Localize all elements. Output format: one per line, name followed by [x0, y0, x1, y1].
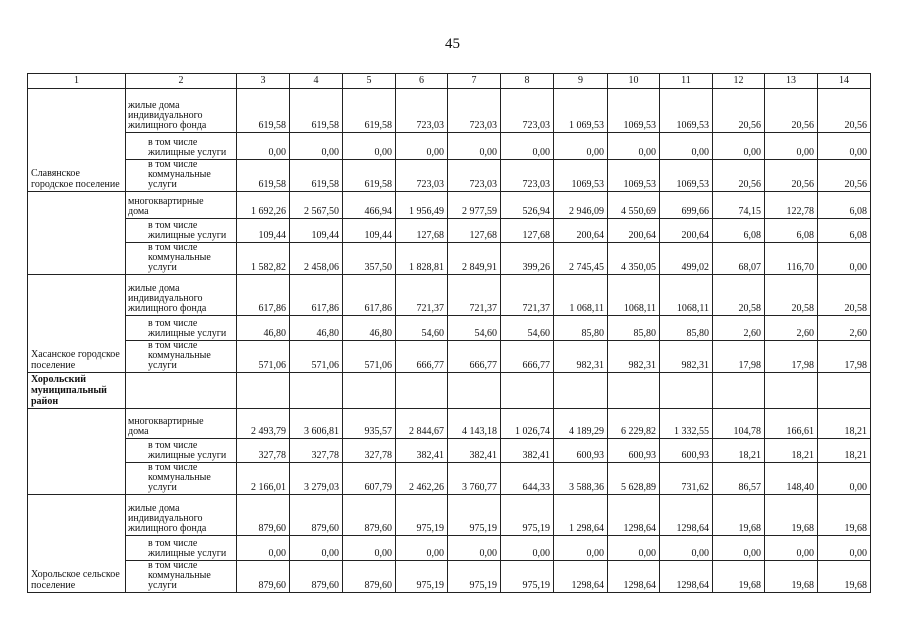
value-cell: 879,60 — [290, 561, 343, 593]
table-row — [28, 243, 871, 275]
value-cell: 5 628,89 — [608, 463, 660, 495]
value-cell: 19,68 — [818, 561, 871, 593]
value-cell: 166,61 — [765, 409, 818, 439]
value-cell: 975,19 — [501, 495, 554, 536]
value-cell: 879,60 — [343, 561, 396, 593]
value-cell: 200,64 — [554, 219, 608, 243]
value-cell: 1069,53 — [554, 160, 608, 192]
value-cell: 600,93 — [608, 439, 660, 463]
row-label: в том числе жилищные услуги — [126, 439, 237, 463]
table-row — [28, 160, 871, 192]
value-cell: 54,60 — [396, 316, 448, 341]
column-header-1: 1 — [28, 74, 126, 89]
value-cell: 879,60 — [290, 495, 343, 536]
value-cell: 723,03 — [501, 160, 554, 192]
value-cell: 19,68 — [818, 495, 871, 536]
table-row — [28, 341, 871, 373]
value-cell: 0,00 — [237, 133, 290, 160]
value-cell: 935,57 — [343, 409, 396, 439]
value-cell: 0,00 — [396, 536, 448, 561]
value-cell: 2 462,26 — [396, 463, 448, 495]
row-label: в том числе коммунальные услуги — [126, 561, 237, 593]
value-cell: 0,00 — [396, 133, 448, 160]
value-cell: 1298,64 — [660, 561, 713, 593]
row-label: жилые дома индивидуального жилищного фонда — [126, 495, 237, 536]
value-cell: 723,03 — [396, 89, 448, 133]
value-cell: 0,00 — [818, 133, 871, 160]
value-cell: 46,80 — [237, 316, 290, 341]
value-cell: 1069,53 — [660, 160, 713, 192]
value-cell: 17,98 — [713, 341, 765, 373]
value-cell: 571,06 — [237, 341, 290, 373]
value-cell: 18,21 — [818, 409, 871, 439]
value-cell: 666,77 — [448, 341, 501, 373]
column-header-3: 3 — [237, 74, 290, 89]
page-number: 45 — [445, 36, 460, 52]
value-cell: 2 745,45 — [554, 243, 608, 275]
column-header-6: 6 — [396, 74, 448, 89]
value-cell: 571,06 — [290, 341, 343, 373]
value-cell — [765, 373, 818, 409]
table-row — [28, 133, 871, 160]
value-cell: 4 550,69 — [608, 192, 660, 219]
table-row — [28, 561, 871, 593]
value-cell: 3 760,77 — [448, 463, 501, 495]
value-cell: 0,00 — [448, 133, 501, 160]
value-cell — [501, 373, 554, 409]
value-cell: 54,60 — [501, 316, 554, 341]
value-cell — [237, 373, 290, 409]
row-label: в том числе жилищные услуги — [126, 536, 237, 561]
row-label: в том числе коммунальные услуги — [126, 243, 237, 275]
row-label: жилые дома индивидуального жилищного фонда — [126, 89, 237, 133]
value-cell: 109,44 — [343, 219, 396, 243]
table-row — [28, 275, 871, 316]
value-cell: 18,21 — [713, 439, 765, 463]
value-cell — [713, 373, 765, 409]
value-cell: 0,00 — [713, 133, 765, 160]
value-cell: 0,00 — [290, 536, 343, 561]
column-header-10: 10 — [608, 74, 660, 89]
value-cell: 1298,64 — [660, 495, 713, 536]
value-cell — [818, 373, 871, 409]
value-cell: 127,68 — [501, 219, 554, 243]
value-cell: 619,58 — [290, 160, 343, 192]
value-cell: 85,80 — [660, 316, 713, 341]
value-cell: 0,00 — [501, 536, 554, 561]
value-cell: 1068,11 — [608, 275, 660, 316]
column-header-7: 7 — [448, 74, 501, 89]
value-cell: 1 069,53 — [554, 89, 608, 133]
column-header-5: 5 — [343, 74, 396, 89]
value-cell — [554, 373, 608, 409]
value-cell: 6,08 — [818, 219, 871, 243]
value-cell: 0,00 — [765, 536, 818, 561]
value-cell: 0,00 — [608, 133, 660, 160]
settlement-name: Хорольское сельское поселение — [28, 495, 126, 593]
value-cell — [448, 373, 501, 409]
value-cell: 6 229,82 — [608, 409, 660, 439]
value-cell: 0,00 — [765, 133, 818, 160]
tariff-table — [27, 73, 871, 593]
row-label: в том числе жилищные услуги — [126, 219, 237, 243]
value-cell: 200,64 — [608, 219, 660, 243]
column-header-2: 2 — [126, 74, 237, 89]
settlement-name — [28, 409, 126, 495]
value-cell: 327,78 — [290, 439, 343, 463]
value-cell: 46,80 — [290, 316, 343, 341]
row-label: многоквартирные дома — [126, 409, 237, 439]
value-cell — [290, 373, 343, 409]
value-cell: 723,03 — [501, 89, 554, 133]
value-cell: 1 956,49 — [396, 192, 448, 219]
value-cell: 982,31 — [608, 341, 660, 373]
value-cell: 20,58 — [765, 275, 818, 316]
column-header-11: 11 — [660, 74, 713, 89]
value-cell: 382,41 — [396, 439, 448, 463]
value-cell: 600,93 — [554, 439, 608, 463]
value-cell: 4 189,29 — [554, 409, 608, 439]
table-row — [28, 373, 871, 409]
value-cell: 721,37 — [396, 275, 448, 316]
value-cell: 20,56 — [818, 160, 871, 192]
value-cell: 975,19 — [396, 561, 448, 593]
row-label: в том числе жилищные услуги — [126, 133, 237, 160]
settlement-name: Хорольский муниципальный район — [28, 373, 126, 409]
value-cell: 879,60 — [237, 495, 290, 536]
table-row — [28, 536, 871, 561]
value-cell: 20,56 — [818, 89, 871, 133]
table-row — [28, 495, 871, 536]
value-cell — [396, 373, 448, 409]
value-cell: 975,19 — [396, 495, 448, 536]
value-cell: 19,68 — [765, 561, 818, 593]
value-cell: 19,68 — [765, 495, 818, 536]
value-cell: 1 828,81 — [396, 243, 448, 275]
value-cell: 2 849,91 — [448, 243, 501, 275]
value-cell: 109,44 — [290, 219, 343, 243]
value-cell: 3 588,36 — [554, 463, 608, 495]
value-cell: 1 582,82 — [237, 243, 290, 275]
value-cell: 0,00 — [608, 536, 660, 561]
value-cell: 982,31 — [554, 341, 608, 373]
settlement-name: Хасанское городское поселение — [28, 275, 126, 373]
value-cell: 327,78 — [343, 439, 396, 463]
value-cell: 1 026,74 — [501, 409, 554, 439]
value-cell: 1 298,64 — [554, 495, 608, 536]
value-cell: 0,00 — [818, 243, 871, 275]
value-cell: 46,80 — [343, 316, 396, 341]
row-label: в том числе жилищные услуги — [126, 316, 237, 341]
value-cell: 617,86 — [237, 275, 290, 316]
table-row — [28, 192, 871, 219]
value-cell: 20,58 — [713, 275, 765, 316]
value-cell: 357,50 — [343, 243, 396, 275]
value-cell: 644,33 — [501, 463, 554, 495]
value-cell: 2,60 — [818, 316, 871, 341]
value-cell: 1 068,11 — [554, 275, 608, 316]
value-cell: 20,56 — [713, 89, 765, 133]
value-cell — [343, 373, 396, 409]
value-cell: 86,57 — [713, 463, 765, 495]
value-cell: 0,00 — [660, 133, 713, 160]
value-cell: 0,00 — [713, 536, 765, 561]
value-cell: 6,08 — [713, 219, 765, 243]
value-cell: 68,07 — [713, 243, 765, 275]
value-cell: 327,78 — [237, 439, 290, 463]
value-cell: 723,03 — [448, 160, 501, 192]
value-cell — [660, 373, 713, 409]
value-cell: 721,37 — [501, 275, 554, 316]
value-cell: 2 493,79 — [237, 409, 290, 439]
value-cell: 466,94 — [343, 192, 396, 219]
value-cell: 18,21 — [765, 439, 818, 463]
value-cell: 600,93 — [660, 439, 713, 463]
value-cell: 1069,53 — [608, 160, 660, 192]
value-cell: 1298,64 — [608, 495, 660, 536]
value-cell: 85,80 — [554, 316, 608, 341]
value-cell: 74,15 — [713, 192, 765, 219]
value-cell: 2,60 — [765, 316, 818, 341]
value-cell: 382,41 — [448, 439, 501, 463]
row-label: многоквартирные дома — [126, 192, 237, 219]
value-cell: 0,00 — [554, 536, 608, 561]
value-cell: 619,58 — [343, 160, 396, 192]
value-cell: 619,58 — [343, 89, 396, 133]
value-cell: 148,40 — [765, 463, 818, 495]
value-cell: 723,03 — [448, 89, 501, 133]
value-cell: 4 143,18 — [448, 409, 501, 439]
value-cell: 1069,53 — [608, 89, 660, 133]
value-cell: 104,78 — [713, 409, 765, 439]
value-cell: 127,68 — [448, 219, 501, 243]
column-header-13: 13 — [765, 74, 818, 89]
value-cell: 6,08 — [765, 219, 818, 243]
value-cell: 1068,11 — [660, 275, 713, 316]
value-cell: 18,21 — [818, 439, 871, 463]
value-cell: 2 166,01 — [237, 463, 290, 495]
value-cell: 20,58 — [818, 275, 871, 316]
value-cell: 20,56 — [713, 160, 765, 192]
value-cell: 127,68 — [396, 219, 448, 243]
settlement-name — [28, 192, 126, 275]
value-cell: 109,44 — [237, 219, 290, 243]
value-cell: 122,78 — [765, 192, 818, 219]
value-cell: 975,19 — [448, 495, 501, 536]
table-row — [28, 409, 871, 439]
value-cell: 619,58 — [237, 160, 290, 192]
value-cell: 1 692,26 — [237, 192, 290, 219]
value-cell: 382,41 — [501, 439, 554, 463]
value-cell: 4 350,05 — [608, 243, 660, 275]
value-cell: 0,00 — [290, 133, 343, 160]
value-cell: 6,08 — [818, 192, 871, 219]
value-cell: 975,19 — [448, 561, 501, 593]
table-row — [28, 463, 871, 495]
value-cell: 666,77 — [396, 341, 448, 373]
value-cell: 0,00 — [343, 133, 396, 160]
value-cell: 20,56 — [765, 89, 818, 133]
value-cell: 982,31 — [660, 341, 713, 373]
row-label — [126, 373, 237, 409]
value-cell: 3 279,03 — [290, 463, 343, 495]
value-cell: 975,19 — [501, 561, 554, 593]
value-cell: 526,94 — [501, 192, 554, 219]
value-cell: 2 458,06 — [290, 243, 343, 275]
value-cell: 879,60 — [343, 495, 396, 536]
value-cell: 1298,64 — [554, 561, 608, 593]
settlement-name: Славянское городское поселение — [28, 89, 126, 192]
value-cell: 0,00 — [818, 463, 871, 495]
value-cell: 619,58 — [237, 89, 290, 133]
value-cell: 17,98 — [818, 341, 871, 373]
value-cell: 200,64 — [660, 219, 713, 243]
value-cell: 0,00 — [554, 133, 608, 160]
value-cell: 617,86 — [343, 275, 396, 316]
value-cell: 116,70 — [765, 243, 818, 275]
table-row — [28, 316, 871, 341]
value-cell: 0,00 — [448, 536, 501, 561]
row-label: в том числе коммунальные услуги — [126, 160, 237, 192]
value-cell: 879,60 — [237, 561, 290, 593]
value-cell: 617,86 — [290, 275, 343, 316]
row-label: жилые дома индивидуального жилищного фонда — [126, 275, 237, 316]
value-cell: 0,00 — [237, 536, 290, 561]
value-cell: 1298,64 — [608, 561, 660, 593]
value-cell: 619,58 — [290, 89, 343, 133]
value-cell: 20,56 — [765, 160, 818, 192]
value-cell: 0,00 — [660, 536, 713, 561]
value-cell — [608, 373, 660, 409]
column-header-12: 12 — [713, 74, 765, 89]
value-cell: 699,66 — [660, 192, 713, 219]
column-header-14: 14 — [818, 74, 871, 89]
value-cell: 499,02 — [660, 243, 713, 275]
table-row — [28, 89, 871, 133]
value-cell: 2,60 — [713, 316, 765, 341]
table-row — [28, 219, 871, 243]
column-header-4: 4 — [290, 74, 343, 89]
value-cell: 731,62 — [660, 463, 713, 495]
value-cell: 721,37 — [448, 275, 501, 316]
value-cell: 666,77 — [501, 341, 554, 373]
value-cell: 0,00 — [818, 536, 871, 561]
column-header-9: 9 — [554, 74, 608, 89]
row-label: в том числе коммунальные услуги — [126, 341, 237, 373]
value-cell: 19,68 — [713, 561, 765, 593]
value-cell: 0,00 — [501, 133, 554, 160]
value-cell: 571,06 — [343, 341, 396, 373]
column-header-8: 8 — [501, 74, 554, 89]
value-cell: 17,98 — [765, 341, 818, 373]
value-cell: 2 844,67 — [396, 409, 448, 439]
row-label: в том числе коммунальные услуги — [126, 463, 237, 495]
table-row — [28, 439, 871, 463]
value-cell: 1069,53 — [660, 89, 713, 133]
value-cell: 399,26 — [501, 243, 554, 275]
value-cell: 723,03 — [396, 160, 448, 192]
value-cell: 19,68 — [713, 495, 765, 536]
value-cell: 2 567,50 — [290, 192, 343, 219]
header-row — [28, 74, 871, 89]
value-cell: 0,00 — [343, 536, 396, 561]
value-cell: 2 946,09 — [554, 192, 608, 219]
value-cell: 54,60 — [448, 316, 501, 341]
value-cell: 3 606,81 — [290, 409, 343, 439]
value-cell: 2 977,59 — [448, 192, 501, 219]
value-cell: 607,79 — [343, 463, 396, 495]
value-cell: 85,80 — [608, 316, 660, 341]
value-cell: 1 332,55 — [660, 409, 713, 439]
